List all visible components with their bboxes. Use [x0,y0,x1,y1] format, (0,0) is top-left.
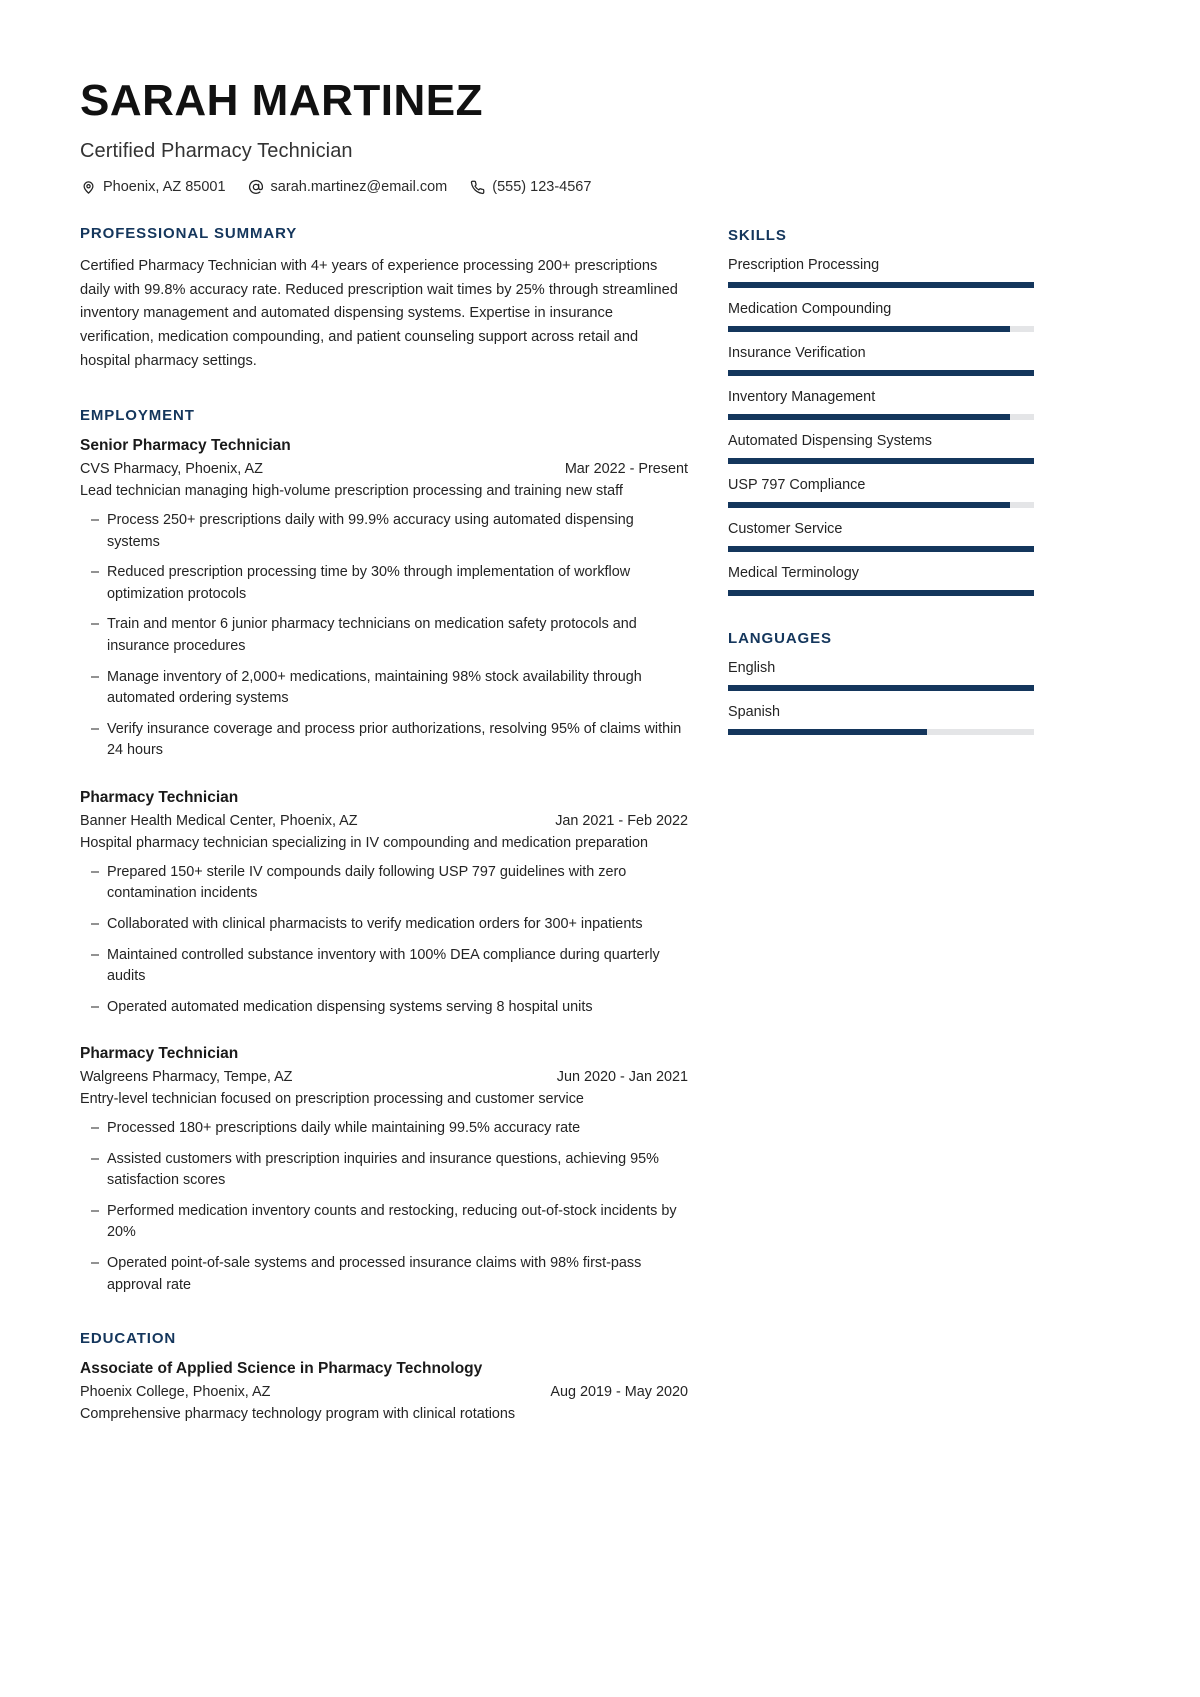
skill-item-bar-track [728,414,1034,420]
employment-company: Banner Health Medical Center, Phoenix, AZ [80,813,358,830]
skill-item-label: USP 797 Compliance [728,477,866,494]
languages-list [728,659,1034,735]
employment-bullet: – Assisted customers with prescription inquiries and insurance questions, achieving 95% satisfaction scores [80,1149,688,1192]
skill-item-bar-fill [728,546,1034,552]
employment-bullet: – Prepared 150+ sterile IV compounds daily following USP 797 guidelines with zero contamination incidents [80,862,688,905]
employment-bullet: – Operated automated medication dispensing systems serving 8 hospital units [80,997,688,1019]
section-title-summary: PROFESSIONAL SUMMARY [80,225,298,243]
contact-email[interactable] [248,179,448,195]
employment-bullet-list [80,510,688,762]
skill-item-bar-fill [728,326,1010,332]
employment-bullet: – Collaborated with clinical pharmacists to verify medication orders for 300+ inpatients [80,914,688,936]
skill-item-bar-track [728,370,1034,376]
skill-item-bar-track [728,502,1034,508]
skill-item [728,344,1034,376]
phone-icon [469,179,485,195]
summary-text: Certified Pharmacy Technician with 4+ years of experience processing 200+ prescriptions daily with 99.8% accuracy rate. Reduced prescription wait times by 25% through streamlined inventory management and automated dispensing systems. Expertise in insurance verification, medication compounding, and patient counseling support across retail and hospital pharmacy settings. [80,258,678,369]
employment-dates: Jan 2021 - Feb 2022 [555,813,688,830]
section-professional-summary [80,225,688,373]
skill-item-bar-track [728,326,1034,332]
employment-bullet: – Maintained controlled substance inventory with 100% DEA compliance during quarterly audits [80,945,688,988]
language-item-bar-fill [728,729,927,735]
contact-phone-text: (555) 123-4567 [492,179,592,196]
skill-item-label: Customer Service [728,521,843,538]
contact-location [80,179,226,195]
section-education [80,1330,688,1426]
skill-item-label: Inventory Management [728,389,876,406]
skill-item-bar-fill [728,370,1034,376]
employment-list [80,437,688,1296]
skill-item-bar-fill [728,502,1010,508]
employment-bullet: – Reduced prescription processing time by 30% through implementation of workflow optimization protocols [80,562,688,605]
employment-bullet: – Manage inventory of 2,000+ medications, maintaining 98% stock availability through automated ordering systems [80,667,688,710]
employment-bullet: – Operated point-of-sale systems and processed insurance claims with 98% first-pass approval rate [80,1253,688,1296]
skill-item-bar-fill [728,414,1010,420]
employment-entry [80,437,688,762]
language-item-bar-fill [728,685,1034,691]
education-description: Comprehensive pharmacy technology program with clinical rotations [80,1406,516,1423]
email-at-icon [248,179,264,195]
skill-item-bar-track [728,546,1034,552]
sidebar-column [728,225,1034,735]
skill-item-label: Medical Terminology [728,565,859,582]
skill-item-bar-track [728,590,1034,596]
skill-item [728,388,1034,420]
employment-bullet: – Performed medication inventory counts and restocking, reducing out-of-stock incidents by 20% [80,1201,688,1244]
employment-meta [80,1069,688,1085]
employment-bullet: – Processed 180+ prescriptions daily while maintaining 99.5% accuracy rate [80,1118,688,1140]
employment-role: Pharmacy Technician [80,789,239,807]
skill-item-bar-fill [728,282,1034,288]
skill-item [728,476,1034,508]
employment-description: Hospital pharmacy technician specializing in IV compounding and medication preparation [80,835,648,852]
candidate-job-title: Certified Pharmacy Technician [80,140,353,163]
language-item-label: Spanish [728,704,781,721]
skill-item-bar-track [728,282,1034,288]
employment-meta [80,461,688,477]
section-title-skills: SKILLS [728,227,787,245]
employment-description: Entry-level technician focused on prescription processing and customer service [80,1091,584,1108]
section-title-education: EDUCATION [80,1330,177,1348]
education-meta [80,1384,688,1400]
employment-entry [80,1045,688,1296]
skill-item-label: Medication Compounding [728,301,892,318]
education-entry [80,1360,688,1426]
skill-item-label: Prescription Processing [728,257,880,274]
skill-item [728,520,1034,552]
employment-dates: Mar 2022 - Present [564,461,688,478]
employment-bullet: – Verify insurance coverage and process prior authorizations, resolving 95% of claims within 24 hours [80,719,688,762]
skill-item [728,300,1034,332]
section-employment [80,407,688,1296]
skill-item-bar-fill [728,458,1034,464]
contact-email-text: sarah.martinez@email.com [270,179,448,196]
education-list [80,1360,688,1426]
employment-company: Walgreens Pharmacy, Tempe, AZ [80,1069,293,1086]
language-item-bar-track [728,685,1034,691]
skill-item-label: Automated Dispensing Systems [728,433,932,450]
language-item-bar-track [728,729,1034,735]
employment-description: Lead technician managing high-volume prescription processing and training new staff [80,483,623,500]
education-dates: Aug 2019 - May 2020 [550,1384,688,1401]
employment-bullet: – Process 250+ prescriptions daily with 99.9% accuracy using automated dispensing systems [80,510,688,553]
contact-row [80,179,1120,195]
main-column [80,225,688,1426]
contact-phone[interactable] [469,179,591,195]
employment-role: Senior Pharmacy Technician [80,437,291,455]
employment-dates: Jun 2020 - Jan 2021 [556,1069,688,1086]
resume-columns [0,195,1200,1486]
skill-item-label: Insurance Verification [728,345,866,362]
education-school: Phoenix College, Phoenix, AZ [80,1384,271,1401]
skill-item-bar-fill [728,590,1034,596]
section-languages [728,630,1034,735]
skill-item [728,256,1034,288]
skill-item-bar-track [728,458,1034,464]
language-item [728,703,1034,735]
section-skills [728,227,1034,596]
employment-entry [80,789,688,1018]
employment-bullet: – Train and mentor 6 junior pharmacy technicians on medication safety protocols and insurance procedures [80,614,688,657]
language-item [728,659,1034,691]
section-title-languages: LANGUAGES [728,630,832,648]
skill-item [728,564,1034,596]
sidebar-spacer [728,596,1034,630]
skills-list [728,256,1034,596]
location-pin-icon [80,179,96,195]
section-title-employment: EMPLOYMENT [80,407,195,425]
employment-meta [80,813,688,829]
education-degree: Associate of Applied Science in Pharmacy Technology [80,1360,483,1378]
employment-bullet-list [80,1118,688,1296]
resume-header [0,0,1200,195]
employment-bullet-list [80,862,688,1019]
employment-company: CVS Pharmacy, Phoenix, AZ [80,461,263,478]
skill-item [728,432,1034,464]
contact-location-text: Phoenix, AZ 85001 [103,179,226,196]
employment-role: Pharmacy Technician [80,1045,239,1063]
language-item-label: English [728,660,776,677]
candidate-name: SARAH MARTINEZ [80,76,483,125]
